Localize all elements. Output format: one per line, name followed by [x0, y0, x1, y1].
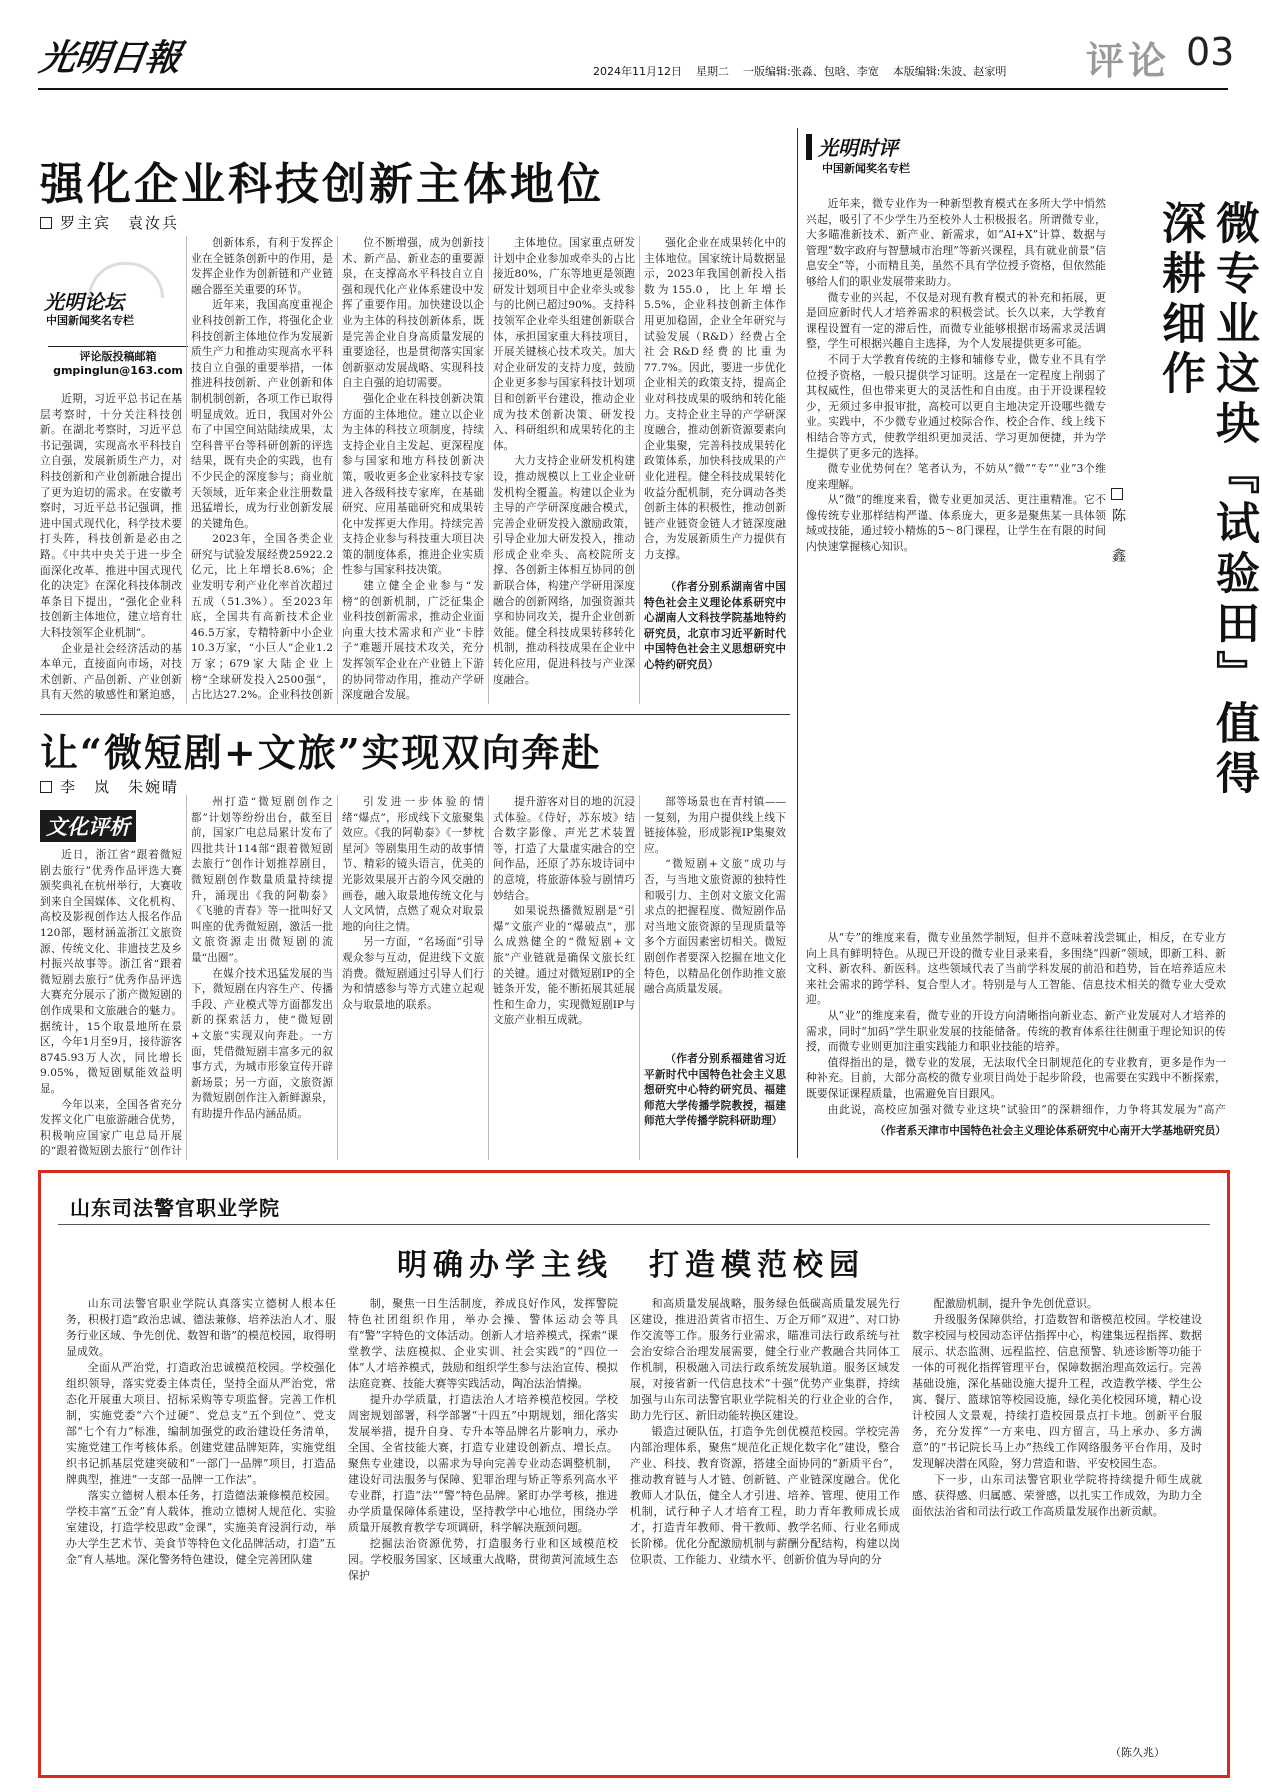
badge-bar-icon [806, 134, 812, 160]
badge-subtitle: 中国新闻奖名专栏 [46, 314, 134, 327]
badge-subtitle: 中国新闻奖名专栏 [822, 162, 910, 175]
issue-weekday: 星期二 [696, 65, 729, 78]
page-number: 03 [1186, 30, 1235, 74]
masthead-rule [38, 88, 1228, 90]
col-divider [186, 795, 187, 1160]
article1-title: 强化企业科技创新主体地位 [40, 159, 604, 210]
article2-title: 让“微短剧+文旅”实现双向奔赴 [40, 730, 602, 775]
col-divider [488, 236, 489, 704]
article2-col2: 州打造“微短剧创作之都”计划等纷纷出台，截至目前，国家广电总局累计发布了四批共计114部“跟着微短剧去旅行”创作计划推荐剧目，微短剧创作数量质量持续提升，涌现出《我的阿勒泰》《飞驰的青春》等一批叫好又叫座的优秀微短剧，激活一批文旅资源走出微短剧的流量“出圈”。 在媒介技术迅猛发展的当下，微短剧在内容生产、传播手段、产业模式等方面都发出新的探索活力，使“微短剧+文旅”实现双向奔赴。一方面，凭借微短剧丰富多元的叙事方式，为城市形象宣传开辟新场景；另一方面，文旅资源为微短剧创作注入新鲜源泉，有助提升作品内涵品质。 [191, 796, 333, 1120]
byline-box-icon [40, 781, 52, 793]
col-divider [337, 795, 338, 1160]
article2-author: 李 岚 朱婉晴 [60, 778, 180, 796]
advert-org: 山东司法警官职业学院 [70, 1196, 280, 1220]
advert-col1: 山东司法警官职业学院认真落实立德树人根本任务，积极打造“政治忠诚、德法兼修、培养法治人才、服务行业区域、争先创优、数智和谐”的模范校园，取得明显成效。 全面从严治党，打造政治忠诚模范校园。学校强化组织领导，落实党委主体责任，坚持全面从严治党，常态化开展重大项目、招标采购等专项监督。完善工作机制，实施党委“六个过硬”、党总支“五个到位”、党支部“七个有力”标准，编制加强党的政治建设任务清单，实施党建工作考核体系。创建党建品牌矩阵，实施党组织书记抓基层党建突破和“一部门一品牌”项目，打造品牌典型，推进“一支部一品牌一工作法”。 落实立德树人根本任务，打造德法兼修模范校园。学校丰富“五金”育人载体，推动立德树人规范化、实验室建设，打造学校思政“金课”，实施美育浸润行动，举办大学生艺术节、美食节等特色文化品牌活动，打造“五金”育人基地。深化警务特色建设，健全完善团队建 [66, 1297, 336, 1566]
byline-box-icon [1111, 488, 1123, 500]
article1-col1: 近期，习近平总书记在基层考察时，十分关注科技创新。在湖北考察时，习近平总书记强调，实现高水平科技自立自强，发展新质生产力，对科技创新和产业创新融合提出了更为迫切的需求。在安徽考察时，习近平总书记强调，推进中国式现代化，科学技术要打头阵，科技创新是必由之路。《中共中央关于进一步全面深化改革、推进中国式现代化的决定》在深化科技体制改革条目下提出，“强化企业科技创新主体地位，建立培育壮大科技领军企业机制”。 企业是社会经济活动的基本单元，直接面向市场，对技术创新、产品创新、产业创新具有天然的敏感性和紧迫感， [40, 393, 182, 702]
badge-title: 光明时评 [818, 136, 898, 160]
submission-email[interactable]: gmpinglun@163.com [53, 364, 183, 377]
issue-info [593, 65, 1006, 79]
culture-review-badge [40, 810, 180, 840]
article3-author: 陈 鑫 [1110, 508, 1126, 568]
article3-title: 微专业这块『试验田』值得深耕细作 [1154, 200, 1259, 800]
article3-byline [1108, 488, 1128, 568]
article1-col3: 位不断增强，成为创新技术、新产品、新业态的重要源泉，在支撑高水平科技自立自强和现代化产业体系建设中发挥了重要作用。加快建设以企业为主体的科技创新体系，既是完善企业自身高质量发展的重要途径，也是贯彻落实国家创新驱动发展战略、实现科技自主自强的迫切需要。 强化企业在科技创新决策方面的主体地位。建立以企业为主体的科技立项制度，持续支持企业自主发起、更深程度参与国家和地方科技创新决策，吸收更多企业家科技专家进入各级科技专家库，在基础研究、应用基础研究和成果转化中发挥更大作用。持续完善支持企业参与科技重大项目决策的制度体系，推进企业实质性参与国家科技决策。 建立健全企业参与“发榜”的创新机制，广泛征集企业科技创新需求，推动企业面向重大技术需求和产业“卡脖子”难题开展技术攻关，充分发挥领军企业在产业链上下游的协同带动作用，推动产学研深度融合发展。 [342, 237, 484, 702]
masthead [36, 30, 1235, 90]
col-divider [639, 795, 640, 1160]
front-editors: 一版编辑:张淼、包晗、李宽 [743, 65, 879, 78]
article3-col1: 近年来，微专业作为一种新型教育模式在多所大学中悄然兴起，吸引了不少学生乃至校外人士积极报名。所谓微专业，大多瞄准新技术、新产业、新需求，如“AI+X”计算、数据与管理“数字政府与智慧城市治理”等新兴课程，具有就业前景“信息安全”等，小而精且美，虽然不具有学位授予资格，但依然能够给人们的职业发展带来助力。 微专业的兴起，不仅是对现有教育模式的补充和拓展，更是回应新时代人才培养需求的积极尝试。长久以来，大学教育课程设置有一定的滞后性，而微专业能够根据市场需求灵活调整，学生可根据兴趣自主选择，为个人发展提供更多可能。 不同于大学教育传统的主修和辅修专业，微专业不具有学位授予资格，一般只提供学习证明。这是在一定程度上削弱了其权威性，但也带来更大的灵活性和自由度。由于开设课程较少，无须过多申报审批，高校可以更自主地决定开设哪些微专业。实践中，不少微专业通过校际合作、校企合作、线上线下相结合等方式，使教学组织更加灵活、学习更加便捷，并为学生提供了更多元的选择。 微专业优势何在？笔者认为，不妨从“微”“专”“业”3个维度来理解。 从“微”的维度来看，微专业更加灵活、更注重精准。它不像传统专业那样结构严谨、体系庞大，更多是聚焦某一具体领域或技能，通过较小精炼的5～8门课程，让学生在有限的时间内快速掌握核心知识。 [806, 197, 1106, 554]
article2-col5: 部等场景也在青村镇——一复刻，为用户提供线上线下链接体验，形成影视IP集聚效应。 “微短剧+文旅”成功与否，与当地文旅资源的独特性和吸引力、主创对文旅文化需求点的把握程度、微短剧作品对当地文旅资源的呈现质量等多个方面因素密切相关。微短剧创作者要深入挖掘在地文化特色，以精品化创作助推文旅融合高质量发展。 [644, 796, 786, 996]
section-name: 评论 [1086, 39, 1171, 83]
advert-col4: 配激励机制，提升争先创优意识。 升级服务保障供给，打造数智和谐模范校园。学校建设数字校园与校园动态评估指挥中心，构建集远程指挥、数据展示、状态监测、远程监控、信息预警、轨迹诊断等功能于一体的可视化指挥管理平台，保障数据治理高效运行。完善基础设施，深化基础设施大提升工程，改造教学楼、学生公寓、餐厅、篮球馆等校园设施，绿化美化校园环境，精心设计校园人文景观，持续打造校园景点打卡地。创新平台服务，充分发挥“一方来电、四方留言，马上承办、多方满意”的“书记院长马上办”热线工作网络服务平台作用，及时发现解决潜在风险，努力营造和谐、平安校园生态。 下一步，山东司法警官职业学院将持续提升师生成就感、获得感、归属感、荣誉感，以扎实工作成效，为助力全面依法治省和司法行政工作高质量发展作出新贡献。 [912, 1297, 1202, 1518]
advert-title: 明确办学主线 打造模范校园 [397, 1248, 865, 1283]
article3-footnote: （作者系天津市中国特色社会主义理论体系研究中心南开大学基地研究员） [874, 1125, 1226, 1137]
submission-email-label: 评论版投稿邮箱 [79, 350, 157, 363]
article1-author: 罗主宾 袁汝兵 [60, 214, 180, 232]
article1-footnote: （作者分别系湖南省中国特色社会主义理论体系研究中心湖南人文科技学院基地特约研究员，北京市习近平新时代中国特色社会主义思想研究中心特约研究员） [644, 581, 786, 671]
article2-col3: 引发进一步体验的情绪“爆点”，形成线下文旅聚集效应。《我的阿勒泰》《一梦枕星河》等剧集用生动的故事情节、精彩的镜头语言，优美的光影效果展开古韵今风交融的画卷，融入取景地传统文化与人文风情，点燃了观众对取景地的向往之情。 另一方面，“名场面”引导观众参与互动，促进线下文旅消费。微短剧通过引导人们行为和情感参与等方式建立起观众与取景地的联系。 [342, 796, 484, 1011]
article-separator [40, 714, 790, 715]
col-divider [337, 236, 338, 704]
guangming-luntan-badge [40, 262, 190, 342]
article1-col5: 强化企业在成果转化中的主体地位。国家统计局数据显示，2023年我国创新投入指数为155.0，比上年增长5.5%，企业科技创新主体作用更加稳固，企业全年研究与试验发展（R&D）经费占全社会R&D经费的比重为77.7%。因此，要进一步优化企业相关的政策支持，提高企业对科技成果的吸纳和转化能力。支持企业主导的产学研深度融合，推动创新资源要素向企业集聚，完善科技成果转化政策体系，加快科技成果的产业化进程。健全科技成果转化收益分配机制，充分调动各类创新主体的积极性，推动创新链产业链资金链人才链深度融合，为发展新质生产力提供有力支撑。 [644, 237, 786, 561]
newspaper-logo: 光明日報 [36, 37, 183, 79]
guangming-shiping-badge [806, 132, 966, 192]
issue-date: 2024年11月12日 [593, 65, 682, 78]
page-editors: 本版编辑:朱波、赵家明 [892, 65, 1007, 78]
article1-col2: 创新体系，有利于发挥企业在全链条创新中的作用，是发挥企业作为创新链和产业链融合器至关重要的环节。 近年来，我国高度重视企业科技创新工作，将强化企业科技创新主体地位作为发展新质生产力和推动实现高水平科技自立自强的重要举措，一体推进科技创新、产业创新和体制机制创新，各项工作已取得明显成效。近日，我国对外公布了中国空间站陆续成果，太空科普平台等科研创新的评选结果，既有央企的实践，也有不少民企的深度参与；商业航天领域，近年来企业注册数量迅猛增长，成为行业创新发展的关键角色。 2023年，全国各类企业研究与试验发展经费25922.2亿元，比上年增长8.6%；企业发明专利产业化率首次超过五成（51.3%）。至2023年底，全国共有高新技术企业46.5万家，专精特新中小企业10.3万家，“小巨人”企业1.2万家；679家大陆企业上榜“全球研发投入2500强”，占比达27.2%。企业科技创新 [191, 237, 333, 702]
col-divider [639, 236, 640, 704]
article1-col4: 主体地位。国家重点研发计划中企业参加或牵头的占比接近80%，广东等地更是领跑研发计划项目中企业牵头或参与的比例已超过90%。支持科技领军企业牵头组建创新联合体，承担国家重大科技项目，开展关键核心技术攻关。加大对企业研发的支持力度，鼓励企业更多参与国家科技计划项目和创新平台建设，推动企业成为技术创新决策、研发投入、科研组织和成果转化的主体。 大力支持企业研发机构建设，推动规模以上工业企业研发机构全覆盖。构建以企业为主导的产学研深度融合模式，完善企业研发投入激励政策，引导企业加大研发投入，推动形成企业牵头、高校院所支撑、各创新主体相互协同的创新联合体，构建产学研用深度融合的创新网络，加强资源共享和协同攻关，提升企业创新效能。健全科技成果转移转化机制，推动科技成果在企业中转化应用，促进科技与产业深度融合。 [493, 237, 635, 686]
advert-col2: 制，聚焦一日生活制度，养成良好作风，发挥警院特色社团组织作用，举办会操、警体运动会等具有“警”字特色的文体活动。创新人才培养模式，探索“课堂教学、法庭模拟、企业实训、社会实践”的“四位一体”人才培养模式，鼓励和组织学生参与法治宣传、模拟法庭竞赛、技能大赛等实践活动，陶冶法治情操。 提升办学质量，打造法治人才培养模范校园。学校周密规划部署，科学部署“十四五”中期规划，细化落实发展举措，提升自身、专升本等品牌名片影响力，承办全国、全省技能大赛，打造专业建设创新点、增长点。聚焦专业建设，以需求为导向完善专业动态调整机制，建设好司法服务与保障、犯罪治理与矫正等系列高水平专业群，打造“法”“警”特色品牌。紧盯办学考核，推进办学质量保障体系建设，坚持教学中心地位，围绕办学质量开展教育教学专项调研，科学解决瓶颈问题。 挖掘法治资源优势，打造服务行业和区域模范校园。学校服务国家、区域重大战略，贯彻黄河流域生态保护 [348, 1297, 618, 1582]
submission-email-block [48, 346, 188, 378]
culture-review-label: 文化评析 [40, 810, 136, 842]
article3-col2: 从“专”的维度来看，微专业虽然学制短，但并不意味着浅尝辄止，相反，在专业方向上具有鲜明特色。从现已开设的微专业目录来看，多围绕“四新”领域，即新工科、新文科、新农科、新医科。这些领域代表了当前学科发展的前沿和趋势，旨在培养适应未来社会需求的跨学科、复合型人才。特别是与人工智能、信息技术相关的微专业大受欢迎。 从“业”的维度来看，微专业的开设方向清晰指向新业态、新产业发展对人才培养的需求，同时“加码”学生职业发展的技能储备。传统的教育体系往往侧重于理论知识的传授，而微专业则更加注重实践能力和职业技能的培养。 值得指出的是，微专业的发展，无法取代全日制规范化的专业教育，更多是作为一种补充。目前，大部分高校的微专业项目尚处于起步阶段，也需要在实践中不断探索，既要保证课程质量，也需避免盲目跟风。 由此说，高校应加强对微专业这块“试验田”的深耕细作，力争将其发展为“高产 [806, 931, 1226, 1116]
article1-byline [40, 212, 179, 233]
section-divider [797, 128, 798, 1158]
advert-top-rule [58, 1224, 1210, 1225]
article2-footnote: （作者分别系福建省习近平新时代中国特色社会主义思想研究中心特约研究员、福建师范大学传播学院教授，福建师范大学传播学院科研助理） [644, 1053, 786, 1128]
badge-title: 光明论坛 [44, 290, 124, 314]
byline-box-icon [40, 217, 52, 229]
advert-author: （陈久兆） [1110, 1746, 1165, 1759]
col-divider [186, 236, 187, 704]
article2-byline [40, 776, 179, 797]
article2-col1: 近日，浙江省“跟着微短剧去旅行”优秀作品评选大赛颁奖典礼在杭州举行，大赛收到来自全国媒体、文化机构、高校及影视创作达人报名作品120部，题材涵盖浙江文旅资源、传统文化、非遗技艺及乡村振兴故事等。浙江省“跟着微短剧去旅行”优秀作品评选大赛充分展示了浙产微短剧的创作成果和文旅融合的魅力。据统计，15个取景地所在景区，今年1月至9月，接待游客8745.93万人次，同比增长9.05%，微短剧赋能效益明显。 今年以来，全国各省充分发挥文化广电旅游融合优势，积极响应国家广电总局开展的“跟着微短剧去旅行”创作计 [40, 849, 182, 1158]
col-divider [488, 795, 489, 1160]
article2-col4: 提升游客对目的地的沉浸式体验。《侍好，苏东坡》结合数字影像、声光艺术装置等，打造了大量虚实融合的空间作品，还原了苏东坡诗词中的意境，将旅游体验与剧情巧妙结合。 如果说热播微短剧是“引爆”文旅产业的“爆破点”，那么成熟健全的“微短剧+文旅”产业链就是确保文旅长红的关键。通过对微短剧IP的全链条开发，能不断拓展其延展性和生命力，实现微短剧IP与文旅产业相互成就。 [493, 796, 635, 1027]
advert-col3: 和高质量发展战略，服务绿色低碳高质量发展先行区建设，推进沿黄省市招生、万企万师“双进”、对口协作交流等工作。服务行业需求，瞄准司法行政系统与社会治安综合治理发展需要，健全行业产教融合共同体工作机制，积极融入司法行政系统发展轨道。服务区域发展，对接省新一代信息技术“十强”优势产业集群，持续加强与山东司法警官职业学院相关的行业企业的合作，助力先行区、新旧动能转换区建设。 锻造过硬队伍，打造争先创优模范校园。学校完善内部治理体系，聚焦“规范化正规化数字化”建设，整合产业、科技、教育资源，搭建全面协同的“新质平台”，推动教育链与人才链、创新链、产业链深度融合。优化教师人才队伍，健全人才引进、培养、管理、使用工作机制，试行种子人才培育工程，助力青年教师成长成才，打造青年教师、骨干教师、教学名师、行业名师成长阶梯。优化分配激励机制与薪酬分配结构，构建以岗位职责、工作能力、业绩水平、创新价值为导向的分 [630, 1297, 900, 1566]
